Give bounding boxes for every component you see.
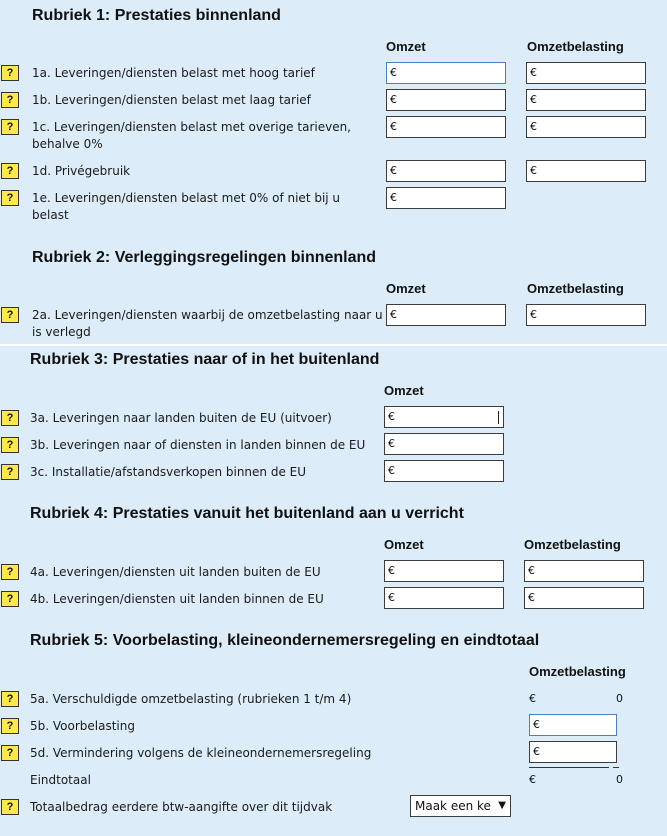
omzet-input-4b[interactable]: € [384, 587, 504, 609]
help-icon[interactable]: ? [1, 190, 19, 206]
total-rule-end [613, 767, 619, 768]
text-cursor [498, 411, 499, 424]
help-icon[interactable]: ? [1, 437, 19, 453]
column-header-omzetbelasting: Omzetbelasting [524, 537, 621, 552]
help-icon[interactable]: ? [1, 691, 19, 707]
row-label-4a: 4a. Leveringen/diensten uit landen buiten de EU [30, 565, 321, 579]
total-rule [529, 767, 609, 768]
row-label-3c: 3c. Installatie/afstandsverkopen binnen de EU [30, 465, 307, 479]
kor-input-5d[interactable]: € [529, 741, 617, 763]
select-value: Maak een ke [415, 799, 491, 813]
row-label-3b: 3b. Leveringen naar of diensten in landen binnen de EU [30, 438, 366, 452]
section-5-title: Rubriek 5: Voorbelasting, kleineondernemersregeling en eindtotaal [30, 632, 540, 649]
help-icon[interactable]: ? [1, 718, 19, 734]
row-label-3a: 3a. Leveringen naar landen buiten de EU (uitvoer) [30, 411, 332, 425]
row-label-1d: 1d. Privégebruik [32, 164, 131, 178]
help-icon[interactable]: ? [1, 65, 19, 81]
help-icon[interactable]: ? [1, 163, 19, 179]
value-5a: 0 [616, 692, 623, 705]
currency-symbol: € [529, 692, 536, 705]
help-icon[interactable]: ? [1, 799, 19, 815]
eerdere-aangifte-select[interactable] [410, 795, 511, 817]
help-icon[interactable]: ? [1, 119, 19, 135]
row-label-5d: 5d. Vermindering volgens de kleineondernemersregeling [30, 746, 372, 760]
column-header-omzetbelasting: Omzetbelasting [527, 281, 624, 296]
help-icon[interactable]: ? [1, 591, 19, 607]
help-icon[interactable]: ? [1, 564, 19, 580]
section-divider [0, 344, 667, 346]
eindtotaal-label: Eindtotaal [30, 773, 91, 787]
omzetbelasting-input-1a[interactable]: € [526, 62, 646, 84]
column-header-omzet: Omzet [386, 281, 426, 296]
row-label-1c: 1c. Leveringen/diensten belast met overige tarieven, behalve 0% [32, 120, 351, 151]
help-icon[interactable]: ? [1, 410, 19, 426]
omzetbelasting-input-1c[interactable]: € [526, 116, 646, 138]
row-label-1a: 1a. Leveringen/diensten belast met hoog tarief [32, 66, 315, 80]
omzet-input-4a[interactable]: € [384, 560, 504, 582]
omzet-input-1c[interactable]: € [386, 116, 506, 138]
column-header-omzet: Omzet [384, 537, 424, 552]
help-icon[interactable]: ? [1, 92, 19, 108]
help-icon[interactable]: ? [1, 745, 19, 761]
section-1-title: Rubriek 1: Prestaties binnenland [32, 7, 281, 24]
help-icon[interactable]: ? [1, 307, 19, 323]
dropdown-arrow-icon: ▼ [498, 800, 506, 811]
section-4-title: Rubriek 4: Prestaties vanuit het buitenland aan u verricht [30, 505, 464, 522]
omzet-input-1b[interactable]: € [386, 89, 506, 111]
voorbelasting-input-5b[interactable]: € [529, 714, 617, 736]
omzet-input-1e[interactable]: € [386, 187, 506, 209]
help-icon[interactable]: ? [1, 464, 19, 480]
omzet-input-1a[interactable]: € [386, 62, 506, 84]
omzetbelasting-input-1d[interactable]: € [526, 160, 646, 182]
row-label-5a: 5a. Verschuldigde omzetbelasting (rubrieken 1 t/m 4) [30, 692, 352, 706]
totaalbedrag-label: Totaalbedrag eerdere btw-aangifte over dit tijdvak [30, 800, 333, 814]
omzetbelasting-input-4b[interactable]: € [524, 587, 644, 609]
column-header-omzet: Omzet [386, 39, 426, 54]
eindtotaal-value: 0 [616, 773, 623, 786]
omzetbelasting-input-4a[interactable]: € [524, 560, 644, 582]
row-label-2a: 2a. Leveringen/diensten waarbij de omzetbelasting naar u is verlegd [32, 308, 383, 339]
column-header-omzetbelasting: Omzetbelasting [527, 39, 624, 54]
omzet-input-2a[interactable]: € [386, 304, 506, 326]
omzet-input-3c[interactable]: € [384, 460, 504, 482]
row-label-5b: 5b. Voorbelasting [30, 719, 135, 733]
row-label-1b: 1b. Leveringen/diensten belast met laag tarief [32, 93, 311, 107]
omzet-input-3a[interactable]: € [384, 406, 504, 428]
omzetbelasting-input-1b[interactable]: € [526, 89, 646, 111]
row-label-1e: 1e. Leveringen/diensten belast met 0% of niet bij u belast [32, 191, 341, 222]
omzet-input-3b[interactable]: € [384, 433, 504, 455]
section-2-title: Rubriek 2: Verleggingsregelingen binnenland [32, 249, 377, 266]
row-label-4b: 4b. Leveringen/diensten uit landen binnen de EU [30, 592, 324, 606]
column-header-omzetbelasting: Omzetbelasting [529, 664, 626, 679]
omzetbelasting-input-2a[interactable]: € [526, 304, 646, 326]
column-header-omzet: Omzet [384, 383, 424, 398]
omzet-input-1d[interactable]: € [386, 160, 506, 182]
currency-symbol: € [529, 773, 536, 786]
section-3-title: Rubriek 3: Prestaties naar of in het buitenland [30, 351, 380, 368]
